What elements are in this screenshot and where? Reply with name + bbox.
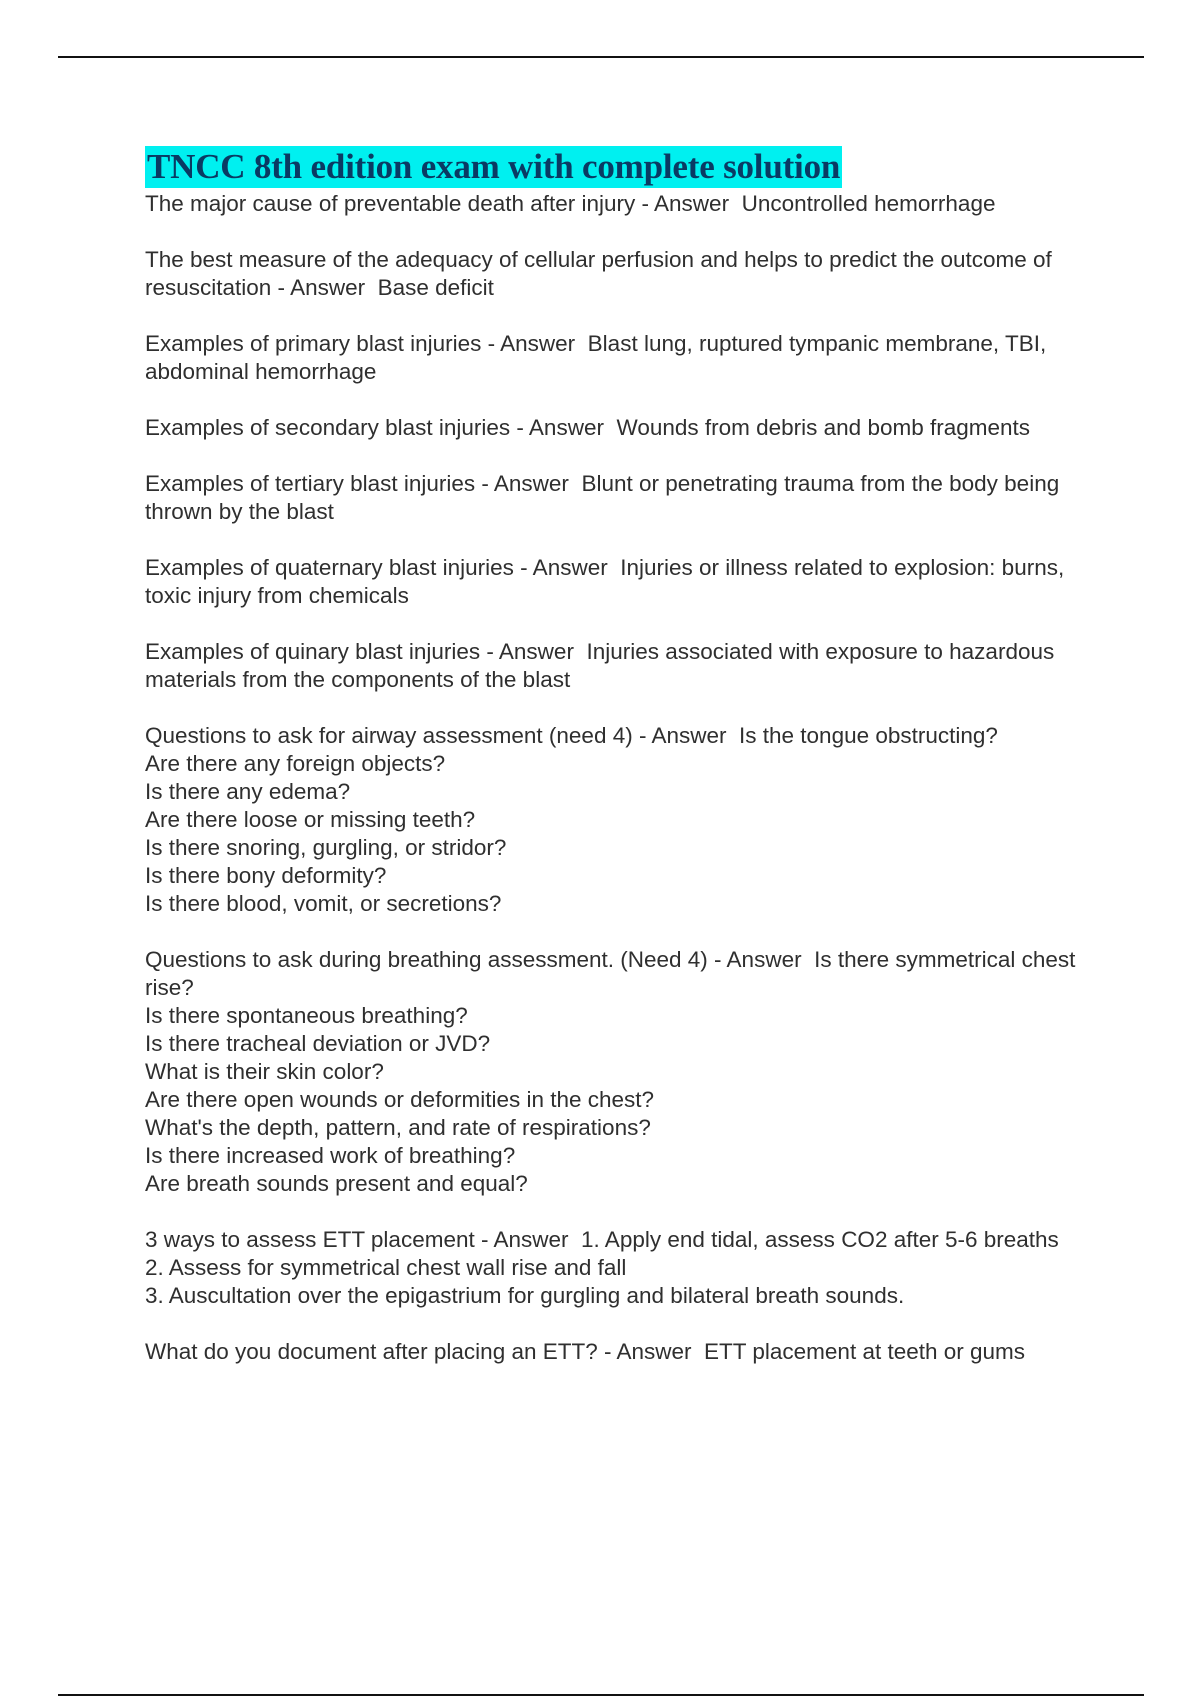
qa-first-line <box>145 470 1105 526</box>
document-title: TNCC 8th edition exam with complete solution <box>147 147 841 186</box>
qa-first-line <box>145 946 1105 1002</box>
answer-line: Are there loose or missing teeth? <box>145 807 476 832</box>
answer-text: Blast lung, ruptured tympanic membrane, TBI, abdominal hemorrhage <box>145 331 1053 384</box>
question-text: Questions to ask during breathing assessment. (Need 4) - Answer <box>145 947 802 972</box>
answer-line: Is there blood, vomit, or secretions? <box>145 891 502 916</box>
qa-entry <box>145 470 1105 526</box>
answer-text: Injuries associated with exposure to hazardous materials from the components of the blast <box>145 639 1061 692</box>
question-text: Examples of quaternary blast injuries - Answer <box>145 555 608 580</box>
document-body <box>145 146 1105 1394</box>
qa-first-line <box>145 554 1105 610</box>
question-text: Examples of primary blast injuries - Answer <box>145 331 576 356</box>
qa-entry <box>145 330 1105 386</box>
answer-text: Wounds from debris and bomb fragments <box>616 415 1031 440</box>
question-text: What do you document after placing an ETT? - Answer <box>145 1339 692 1364</box>
answer-text: 1. Apply end tidal, assess CO2 after 5-6 breaths <box>581 1227 1059 1252</box>
answer-text: Is the tongue obstructing? <box>739 723 998 748</box>
question-text: The major cause of preventable death after injury - Answer <box>145 191 730 216</box>
question-text: 3 ways to assess ETT placement - Answer <box>145 1227 569 1252</box>
qa-first-line <box>145 722 1105 750</box>
answer-text: Injuries or illness related to explosion: burns, toxic injury from chemicals <box>145 555 1071 608</box>
answer-line: Are breath sounds present and equal? <box>145 1171 528 1196</box>
answer-line: Is there any edema? <box>145 779 351 804</box>
answer-text: Is there symmetrical chest rise? <box>145 947 1082 1000</box>
answer-line: Is there bony deformity? <box>145 863 387 888</box>
qa-entry <box>145 1338 1105 1366</box>
answer-line: 2. Assess for symmetrical chest wall rise and fall <box>145 1255 627 1280</box>
answer-text: Uncontrolled hemorrhage <box>741 191 996 216</box>
question-text: Examples of secondary blast injuries - Answer <box>145 415 604 440</box>
answer-text: Base deficit <box>377 275 494 300</box>
qa-entry <box>145 722 1105 918</box>
qa-entry <box>145 554 1105 610</box>
question-text: Questions to ask for airway assessment (need 4) - Answer <box>145 723 727 748</box>
qa-first-line <box>145 638 1105 694</box>
answer-line: Is there tracheal deviation or JVD? <box>145 1031 491 1056</box>
qa-first-line <box>145 330 1105 386</box>
qa-entry <box>145 190 1105 218</box>
qa-first-line <box>145 246 1105 302</box>
qa-first-line <box>145 414 1105 442</box>
question-text: Examples of quinary blast injuries - Answer <box>145 639 574 664</box>
answer-text: Blunt or penetrating trauma from the body being thrown by the blast <box>145 471 1066 524</box>
qa-entry <box>145 414 1105 442</box>
answer-line: Is there snoring, gurgling, or stridor? <box>145 835 507 860</box>
bottom-rule <box>58 1694 1144 1696</box>
answer-line: What is their skin color? <box>145 1059 384 1084</box>
answer-line: 3. Auscultation over the epigastrium for gurgling and bilateral breath sounds. <box>145 1283 905 1308</box>
qa-entry <box>145 638 1105 694</box>
answer-line: Is there increased work of breathing? <box>145 1143 516 1168</box>
top-rule <box>58 56 1144 58</box>
qa-entry <box>145 946 1105 1198</box>
question-text: Examples of tertiary blast injuries - Answer <box>145 471 569 496</box>
answer-line: What's the depth, pattern, and rate of respirations? <box>145 1115 651 1140</box>
answer-line: Is there spontaneous breathing? <box>145 1003 468 1028</box>
qa-entry <box>145 1226 1105 1310</box>
question-text: The best measure of the adequacy of cellular perfusion and helps to predict the outcome of resuscitation - Answer <box>145 247 1059 300</box>
qa-first-line <box>145 190 1105 218</box>
answer-text: ETT placement at teeth or gums <box>704 1339 1026 1364</box>
qa-list <box>145 190 1105 1366</box>
answer-line: Are there any foreign objects? <box>145 751 446 776</box>
qa-entry <box>145 246 1105 302</box>
qa-first-line <box>145 1338 1105 1366</box>
qa-first-line <box>145 1226 1105 1254</box>
answer-line: Are there open wounds or deformities in the chest? <box>145 1087 655 1112</box>
